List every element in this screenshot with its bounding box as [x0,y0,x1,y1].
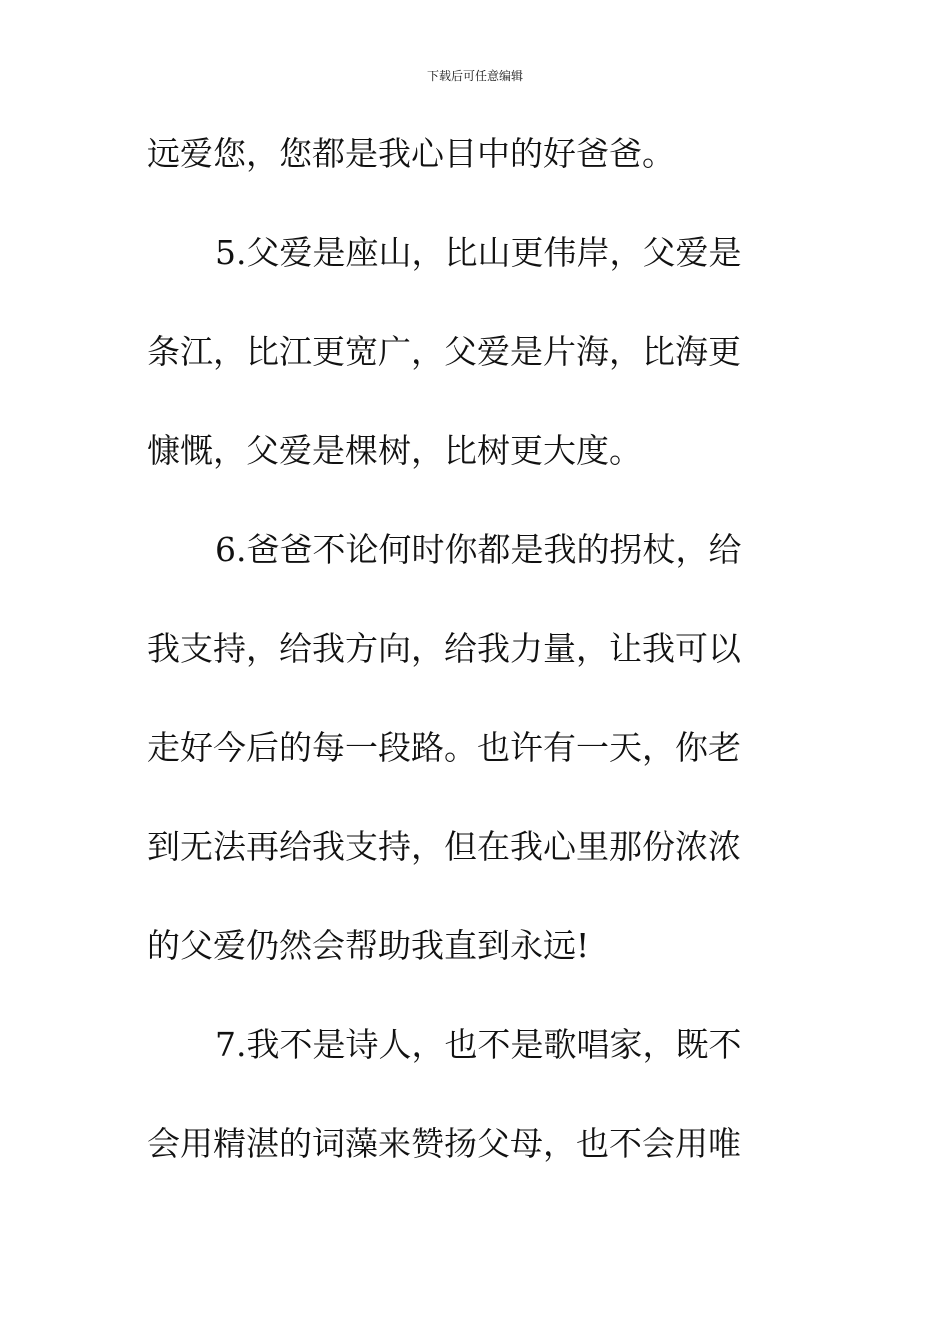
text-line: 的父爱仍然会帮助我直到永远! [147,926,590,965]
document-body [147,126,777,1215]
text-line: 我支持，给我方向，给我力量，让我可以 [147,629,741,668]
paragraph-5-start: 5.父爱是座山，比山更伟岸，父爱是 [215,233,742,272]
text-line: 会用精湛的词藻来赞扬父母，也不会用唯 [147,1124,741,1163]
text-line: 慷慨，父爱是棵树，比树更大度。 [147,431,642,470]
paragraph-6-start: 6.爸爸不论何时你都是我的拐杖，给 [215,530,742,569]
text-line: 到无法再给我支持，但在我心里那份浓浓 [147,827,741,866]
paragraph-7-start: 7.我不是诗人，也不是歌唱家，既不 [215,1025,742,1064]
text-line: 远爱您，您都是我心目中的好爸爸。 [147,134,675,173]
text-line: 条江，比江更宽广，父爱是片海，比海更 [147,332,741,371]
header-note: 下载后可任意编辑 [426,69,523,83]
text-line: 走好今后的每一段路。也许有一天，你老 [147,728,741,767]
